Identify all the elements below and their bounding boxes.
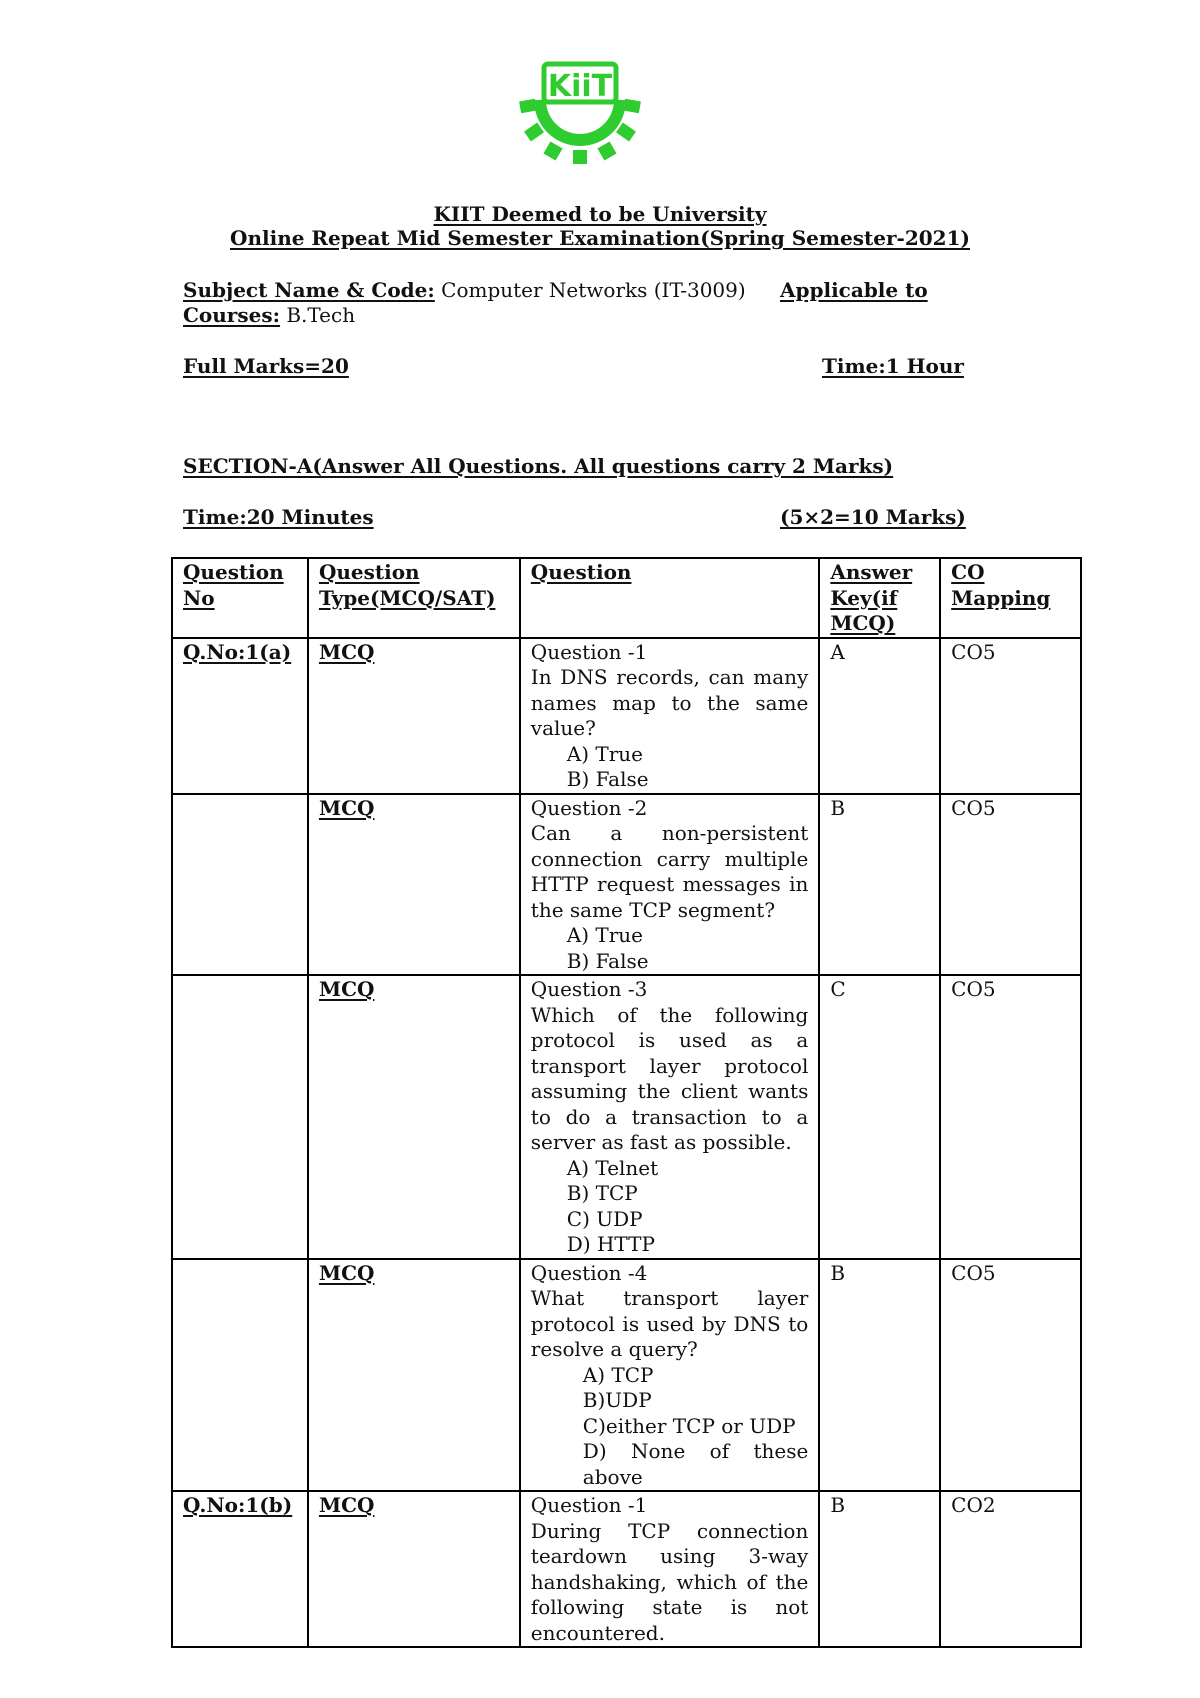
university-title: KIIT Deemed to be University: [433, 202, 767, 226]
courses-line: [183, 303, 355, 327]
co-mapping: CO5: [940, 638, 1081, 794]
option: D) HTTP: [566, 1232, 655, 1256]
kiit-logo-text: KiiT: [547, 69, 613, 104]
question-type: MCQ: [308, 1491, 520, 1647]
answer-key: B: [819, 1491, 940, 1647]
question-type: MCQ: [308, 975, 520, 1259]
question-label: Question -1: [530, 639, 648, 664]
exam-title: Online Repeat Mid Semester Examination(Spring Semester-2021): [230, 226, 970, 250]
subject-value: Computer Networks (IT-3009): [434, 278, 746, 302]
questions-table: [171, 557, 1082, 1648]
option: B) False: [566, 948, 649, 973]
question-no: Q.No:1(b): [172, 1491, 308, 1647]
subject-label: Subject Name & Code:: [183, 278, 435, 302]
co-mapping: CO5: [940, 975, 1081, 1259]
answer-key: B: [819, 794, 940, 976]
question-label: Question -3: [530, 977, 648, 1001]
question-type: MCQ: [308, 794, 520, 976]
question-cell: [520, 1491, 820, 1647]
question-cell: [520, 1259, 820, 1492]
question-label: Question -2: [530, 795, 648, 820]
header-question-type: Question Type(MCQ/SAT): [308, 558, 520, 638]
option: B) False: [566, 767, 649, 791]
question-type: MCQ: [308, 638, 520, 794]
table-row: [172, 1491, 1081, 1647]
question-text: During TCP connection teardown using 3-way handshaking, which of the following state is not encountered.: [530, 1518, 809, 1645]
question-no: [172, 794, 308, 976]
co-mapping: CO5: [940, 794, 1081, 976]
option: B) TCP: [566, 1181, 638, 1205]
table-row: [172, 975, 1081, 1259]
header-question: Question: [520, 558, 820, 638]
question-label: Question -1: [530, 1493, 648, 1517]
co-mapping: CO2: [940, 1491, 1081, 1647]
question-cell: [520, 794, 820, 976]
question-no: Q.No:1(a): [172, 638, 308, 794]
option: D) None of these above: [582, 1439, 809, 1489]
header-question-no: Question No: [172, 558, 308, 638]
question-no: [172, 1259, 308, 1492]
table-row: [172, 638, 1081, 794]
question-text: Which of the following protocol is used as a transport layer protocol assuming the client wants to do a transaction to a server as fast as possible.: [530, 1002, 809, 1154]
table-row: [172, 1259, 1081, 1492]
option: C) UDP: [566, 1206, 643, 1231]
question-text: Can a non-persistent connection carry multiple HTTP request messages in the same TCP segment?: [530, 821, 809, 922]
question-text: What transport layer protocol is used by DNS to resolve a query?: [530, 1286, 809, 1361]
question-text: In DNS records, can many names map to the same value?: [530, 665, 809, 740]
section-marks: (5×2=10 Marks): [780, 505, 966, 529]
full-marks: Full Marks=20: [183, 354, 349, 378]
option: B)UDP: [582, 1388, 652, 1412]
answer-key: A: [819, 638, 940, 794]
applicable-label: Applicable to: [780, 278, 928, 302]
courses-label: Courses:: [183, 303, 280, 327]
question-type: MCQ: [308, 1259, 520, 1492]
header-answer-key: Answer Key(if MCQ): [819, 558, 940, 638]
table-header-row: [172, 558, 1081, 638]
courses-value: B.Tech: [279, 303, 356, 327]
subject-line: [183, 278, 746, 302]
table-row: [172, 794, 1081, 976]
option: A) True: [566, 741, 644, 766]
question-label: Question -4: [530, 1260, 648, 1285]
answer-key: C: [819, 975, 940, 1259]
question-no: [172, 975, 308, 1259]
co-mapping: CO5: [940, 1259, 1081, 1492]
section-time: Time:20 Minutes: [183, 505, 374, 529]
question-cell: [520, 638, 820, 794]
option: A) TCP: [582, 1362, 654, 1387]
header-co-mapping: CO Mapping: [940, 558, 1081, 638]
answer-key: B: [819, 1259, 940, 1492]
option: C)either TCP or UDP: [582, 1413, 796, 1438]
option: A) True: [566, 923, 644, 947]
question-cell: [520, 975, 820, 1259]
section-title: SECTION-A(Answer All Questions. All questions carry 2 Marks): [183, 454, 894, 478]
kiit-logo: [516, 60, 644, 164]
option: A) Telnet: [566, 1155, 659, 1180]
exam-time: Time:1 Hour: [822, 354, 964, 378]
